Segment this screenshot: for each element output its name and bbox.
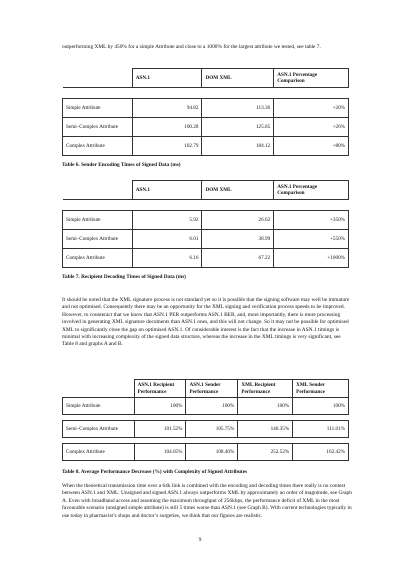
- table-cell: 94.82: [132, 99, 202, 118]
- table-header-cell: DOM XML: [202, 69, 274, 88]
- table-cell: +26%: [274, 118, 349, 137]
- table-cell: 111.01%: [293, 421, 349, 438]
- table-cell: 100%: [186, 398, 238, 415]
- table-cell: 100%: [293, 398, 349, 415]
- discussion-paragraph: It should be noted that the XML signature process is not standard yet so it is possible that the signing software may well be immature and not optimised. Consequently there may be an opportunity for the XML signing and verification process speeds to be improved. However, to counteract that we know that ASN.1 PER outperforms ASN.1 BER, and, more importantly, there is more processing involved in generating XML signature documents than ASN.1 ones, and this will not change. So it may not be possible for optimised XML to significantly close the gap on optimised ASN.1. Of considerable interest is the fact that the increase in ASN.1 timings is minimal with increasing complexity of the signed data structure, whereas the increase in the XML timings is very significant, see Table 8 and graphs A and B.: [62, 297, 350, 348]
- row-label: Semi–Complex Attribute: [63, 230, 133, 249]
- table-header-cell: ASN.1 Percentage Comparison: [274, 69, 349, 88]
- table-header-row: [63, 380, 349, 398]
- table-cell: 105.75%: [186, 421, 238, 438]
- row-label: Semi–Complex Attribute: [63, 118, 133, 137]
- table-header-cell: ASN.1 Sender Performance: [186, 380, 238, 398]
- table-cell: 26.62: [202, 211, 274, 230]
- table-cell: 6.01: [132, 230, 202, 249]
- table-cell: 67.22: [202, 249, 274, 268]
- table-cell: +350%: [274, 211, 349, 230]
- table-cell: +1000%: [274, 249, 349, 268]
- table-cell: 100%: [134, 398, 186, 415]
- row-label: Simple Attribute: [63, 211, 133, 230]
- table-header-cell: ASN.1: [132, 69, 202, 88]
- table-row: [63, 137, 349, 156]
- table-cell: 184.12: [202, 137, 274, 156]
- intro-paragraph: outperforming XML by 450% for a simple Attribute and close to a 1000% for the largest attribute we tested, see table 7.: [62, 44, 321, 50]
- table-cell: 162.42%: [293, 444, 349, 461]
- table-header-cell: [63, 181, 133, 200]
- table-header-cell: [63, 69, 133, 88]
- row-label: Simple Attribute: [63, 99, 133, 118]
- table-cell: 146.35%: [238, 421, 293, 438]
- table-row: [63, 444, 349, 461]
- table-cell: +550%: [274, 230, 349, 249]
- table-cell: +20%: [274, 99, 349, 118]
- table-cell: +80%: [274, 137, 349, 156]
- table-row: [63, 230, 349, 249]
- table-row: [63, 398, 349, 415]
- table-header-row: [63, 181, 349, 200]
- table-cell: 100%: [238, 398, 293, 415]
- table-header-cell: DOM XML: [202, 181, 274, 200]
- table-7-caption: Table 7. Recipient Decoding Times of Signed Data (ms): [62, 274, 186, 280]
- table-cell: 38.99: [202, 230, 274, 249]
- table-cell: 101.52%: [134, 421, 186, 438]
- table-cell: 100.28: [132, 118, 202, 137]
- table-7: [62, 180, 349, 268]
- table-cell: 113.36: [202, 99, 274, 118]
- table-8-caption: Table 8. Average Performance Decrease (%) with Complexity of Signed Attributes: [62, 469, 248, 475]
- table-6: [62, 68, 349, 156]
- page-number: 9: [198, 537, 202, 543]
- table-header-cell: ASN.1: [132, 181, 202, 200]
- table-row: [63, 249, 349, 268]
- table-header-cell: ASN.1 Percentage Comparison: [274, 181, 349, 200]
- table-row: [63, 99, 349, 118]
- table-cell: 125.85: [202, 118, 274, 137]
- table-6-caption: Table 6. Sender Encoding Times of Signed Data (ms): [62, 162, 181, 168]
- table-header-row: [63, 69, 349, 88]
- table-header-cell: XML Recipient Performance: [238, 380, 293, 398]
- table-cell: 104.05%: [134, 444, 186, 461]
- row-label: Complex Attribute: [63, 137, 133, 156]
- conclusion-paragraph: When the theoretical transmission time over a 64k link is combined with the encoding and decoding times there really is no contest between ASN.1 and XML. Unsigned and signed ASN.1 always outperforms XML by approximately an order of magnitude, see Graph A. Even with broadband access and assuming the maximum throughput of 256kbps, the performance deficit of XML in the most favourable scenario (unsigned simple attribute) is still 5 times worse than ASN.1 (see Graph B). With current technologies typically in use today in pharmacist’s shops and doctor’s surgeries, we think that our figures are realistic.: [62, 483, 352, 519]
- row-label: Simple Attribute: [63, 398, 135, 415]
- table-cell: 108.40%: [186, 444, 238, 461]
- table-cell: 5.92: [132, 211, 202, 230]
- table-cell: 6.16: [132, 249, 202, 268]
- table-cell: 252.52%: [238, 444, 293, 461]
- table-row: [63, 421, 349, 438]
- row-label: Complex Attribute: [63, 249, 133, 268]
- table-cell: 102.79: [132, 137, 202, 156]
- table-header-cell: XML Sender Performance: [293, 380, 349, 398]
- table-row: [63, 118, 349, 137]
- table-8: [62, 379, 349, 461]
- table-row: [63, 211, 349, 230]
- table-header-cell: [63, 380, 135, 398]
- row-label: Semi–Complex Attribute: [63, 421, 135, 438]
- row-label: Complex Attribute: [63, 444, 135, 461]
- table-header-cell: ASN.1 Recipient Performance: [134, 380, 186, 398]
